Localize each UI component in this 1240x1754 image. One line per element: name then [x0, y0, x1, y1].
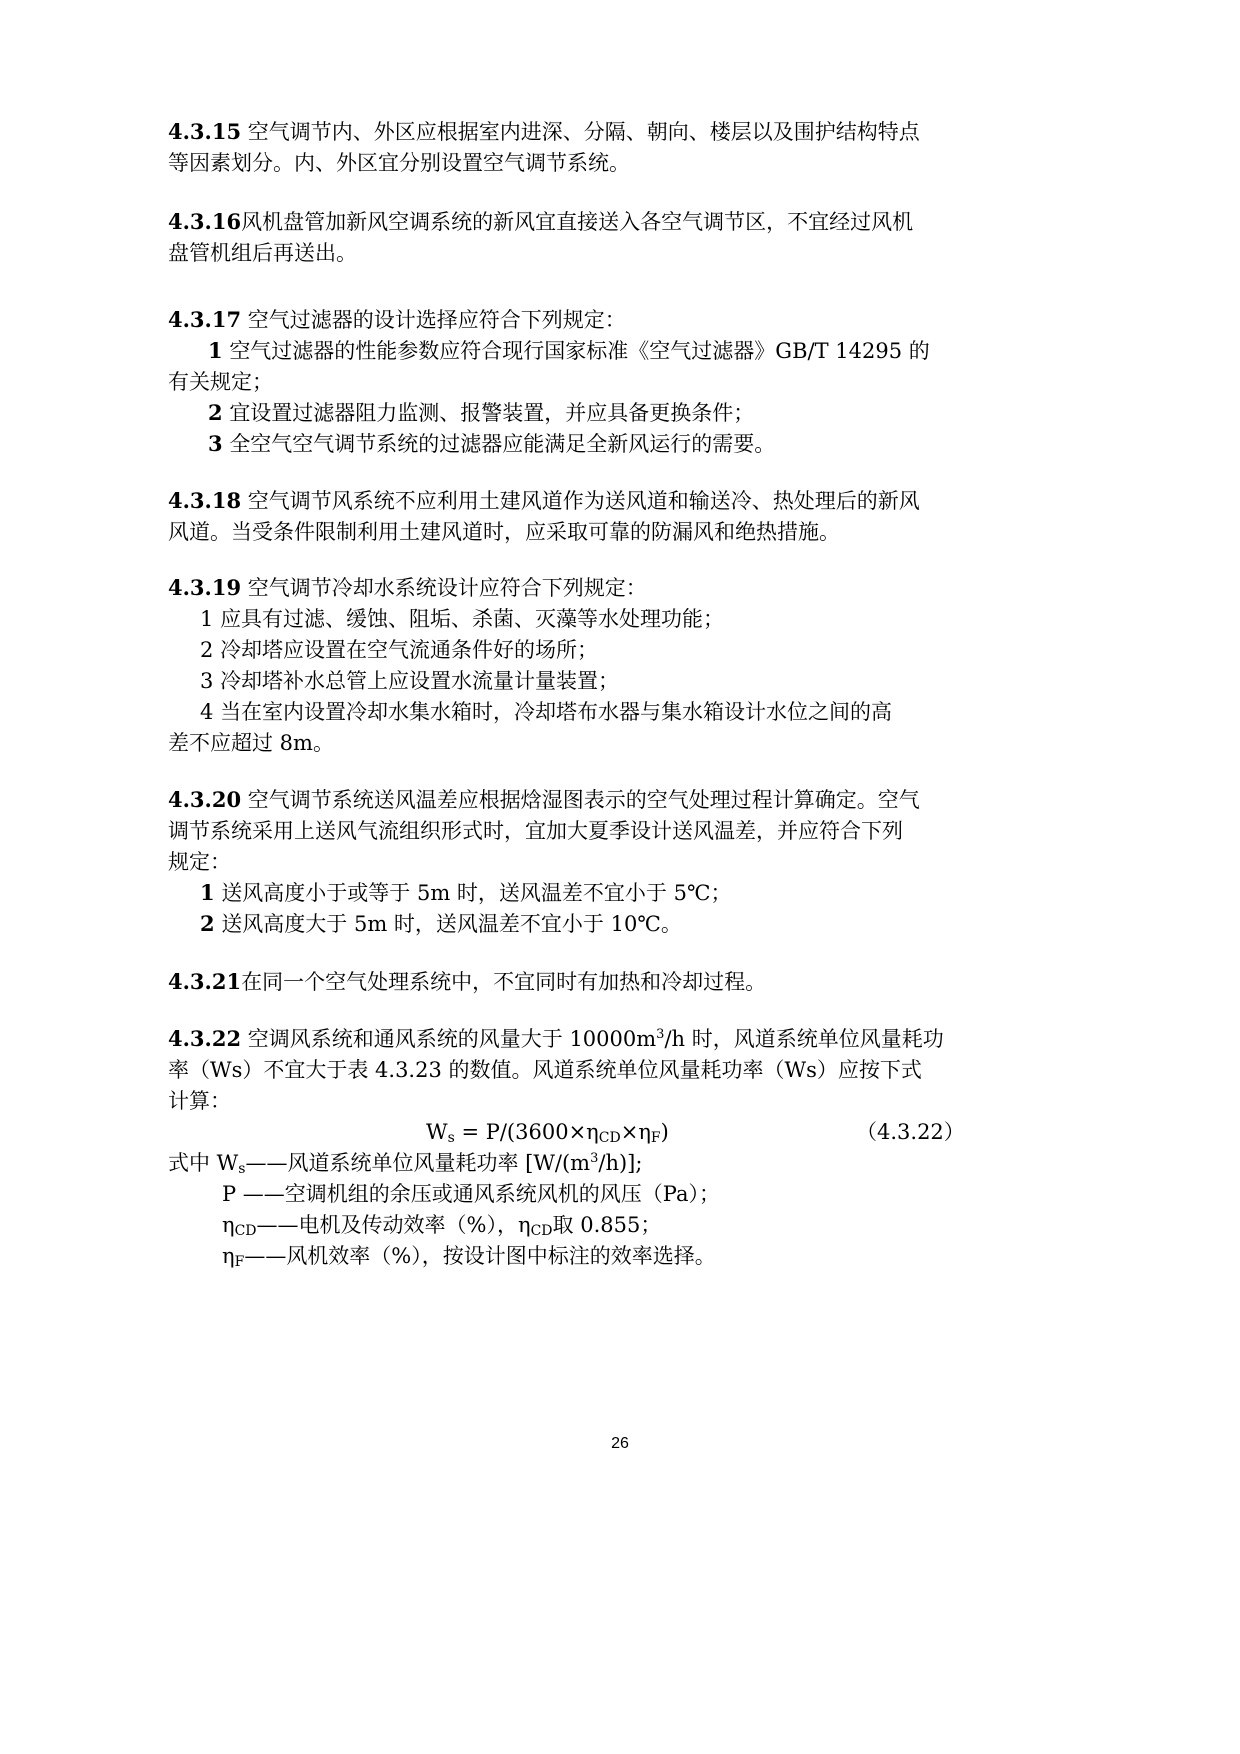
item-number: 2 [200, 911, 215, 936]
item-text: 空气过滤器的性能参数应符合现行国家标准《空气过滤器》GB/T 14295 的 [229, 339, 930, 363]
item-number: 2 [208, 400, 223, 425]
definition-ws: 式中 $W_s——$风道系统单位风量耗功率 $[W/(m^3/h)]$; [168, 1151, 643, 1177]
clause-text: 空气调节风系统不应利用土建风道作为送风道和输送冷、热处理后的新风 [247, 489, 920, 513]
definition-p: P ——空调机组的余压或通风系统风机的风压（Pa）； [222, 1182, 721, 1206]
clause-text: 空气调节内、外区应根据室内进深、分隔、朝向、楼层以及围护结构特点 [247, 120, 920, 144]
item-text: 送风高度大于 5m 时，送风温差不宜小于 10℃。 [221, 912, 682, 936]
item-text: 送风高度小于或等于 5m 时，送风温差不宜小于 5℃； [221, 881, 732, 905]
clause-4-3-17-item-3 [208, 427, 943, 461]
clause-4-3-20-item-1 [200, 876, 943, 910]
item-text: 宜设置过滤器阻力监测、报警装置，并应具备更换条件； [229, 401, 755, 425]
clause-text: 空调风系统和通风系统的风量大于 10000m [247, 1027, 657, 1051]
clause-text: 在同一个空气处理系统中，不宜同时有加热和冷却过程。 [241, 970, 767, 994]
clause-4-3-19-item-1 [200, 602, 943, 636]
item-number: 1 [200, 880, 215, 905]
clause-4-3-20-line-2: 调节系统采用上送风气流组织形式时，宜加大夏季设计送风温差，并应符合下列 [168, 819, 903, 843]
item-text: 应具有过滤、缓蚀、阻垢、杀菌、灭藻等水处理功能； [220, 607, 725, 631]
clause-4-3-19-line-1 [168, 571, 943, 605]
item-number: 3 [208, 431, 223, 456]
clause-4-3-21-line-1 [168, 965, 943, 999]
item-text: 冷却塔应设置在空气流通条件好的场所； [220, 638, 599, 662]
clause-4-3-17-item-1-cont: 有关规定； [168, 370, 273, 394]
clause-4-3-15-line-1 [168, 115, 943, 149]
item-text: 冷却塔补水总管上应设置水流量计量装置； [220, 669, 620, 693]
clause-4-3-19-item-4 [200, 695, 943, 729]
clause-text: /h 时，风道系统单位风量耗功 [664, 1027, 944, 1051]
clause-4-3-17-line-1 [168, 303, 943, 337]
clause-4-3-15-line-2: 等因素划分。内、外区宜分别设置空气调节系统。 [168, 151, 630, 175]
clause-4-3-18-line-1 [168, 484, 943, 518]
clause-text: 空气调节系统送风温差应根据焓湿图表示的空气处理过程计算确定。空气 [247, 788, 920, 812]
clause-4-3-16-line-1 [168, 205, 943, 239]
clause-4-3-17-item-2 [208, 396, 943, 430]
item-number: 1 [200, 607, 214, 631]
clause-4-3-18-line-2: 风道。当受条件限制利用土建风道时，应采取可靠的防漏风和绝热措施。 [168, 520, 840, 544]
clause-number: 4.3.21 [168, 969, 242, 994]
superscript: 3 [656, 1027, 665, 1042]
clause-4-3-20-line-1 [168, 783, 943, 817]
item-number: 2 [200, 638, 214, 662]
clause-number: 4.3.22 [168, 1026, 242, 1051]
clause-4-3-20-item-2 [200, 907, 943, 941]
item-number: 3 [200, 669, 214, 693]
clause-4-3-17-item-1 [208, 334, 943, 368]
item-number: 1 [208, 338, 223, 363]
definition-eta-cd: $\eta_{CD}——$电机及传动效率（%），$\eta_{CD}$取 0.855； [222, 1213, 662, 1239]
equation-number: （4.3.22） [856, 1120, 965, 1144]
clause-number: 4.3.15 [168, 119, 242, 144]
clause-text: 空气调节冷却水系统设计应符合下列规定： [247, 576, 647, 600]
clause-4-3-19-item-4-cont: 差不应超过 8m。 [168, 731, 334, 755]
definition-eta-f: $\eta_F——$风机效率（%），按设计图中标注的效率选择。 [222, 1244, 716, 1270]
clause-number: 4.3.18 [168, 488, 242, 513]
clause-number: 4.3.19 [168, 575, 242, 600]
item-text: 当在室内设置冷却水集水箱时，冷却塔布水器与集水箱设计水位之间的高 [220, 700, 893, 724]
clause-number: 4.3.20 [168, 787, 242, 812]
clause-4-3-19-item-3 [200, 664, 943, 698]
clause-4-3-22-line-1 [168, 1022, 943, 1056]
item-text: 全空气空气调节系统的过滤器应能满足全新风运行的需要。 [229, 432, 776, 456]
clause-text: 空气过滤器的设计选择应符合下列规定： [247, 308, 626, 332]
clause-text: 风机盘管加新风空调系统的新风宜直接送入各空气调节区，不宜经过风机 [241, 210, 914, 234]
item-number: 4 [200, 700, 214, 724]
clause-number: 4.3.17 [168, 307, 242, 332]
formula: $W_s = P/(3600\times\eta_{CD}\times\eta_F)$ [426, 1120, 669, 1146]
clause-number: 4.3.16 [168, 209, 242, 234]
clause-4-3-19-item-2 [200, 633, 943, 667]
page-number: 26 [611, 1435, 629, 1452]
clause-4-3-22-line-2: 率（Ws）不宜大于表 4.3.23 的数值。风道系统单位风量耗功率（Ws）应按下式 [168, 1058, 922, 1082]
clause-4-3-16-line-2: 盘管机组后再送出。 [168, 241, 357, 265]
clause-4-3-20-line-3: 规定： [168, 850, 231, 874]
clause-4-3-22-line-3: 计算： [168, 1089, 231, 1113]
